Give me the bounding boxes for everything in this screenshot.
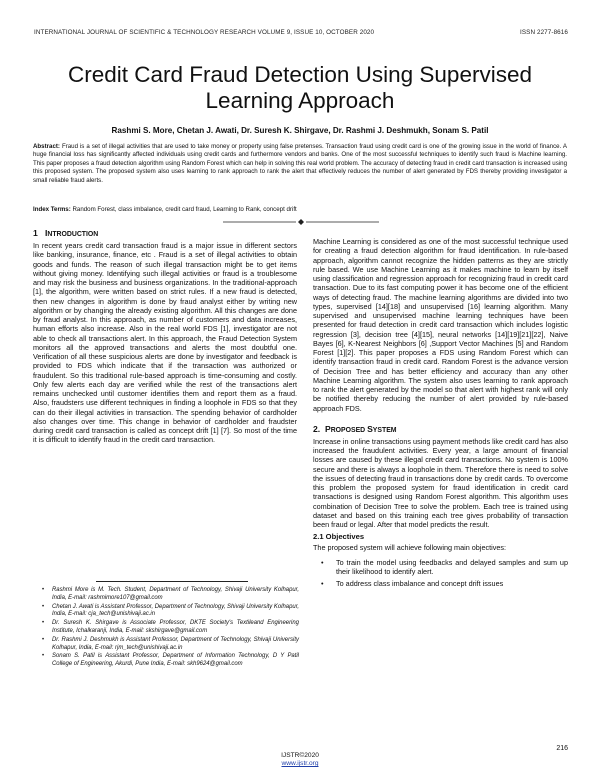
section-1-paragraph-continued: Machine Learning is considered as one of the most successful technique used for creating a fraud detection algorithm for fraud identification. In rule-based approach, algorithm cannot recognize the hidden patterns as they are strictly rule based. We use Machine Learning as it makes machine to learn by itself using classification and regression approach for recognizing fraud in credit card transaction. Due to its fast computing power it has become one of the efficient ways of detecting fraud. The machine learning algorithms are divided into two types, supervised [14][18] and unsupervised [16] learning algorithm. Many supervised and unsupervised machine learning techniques have been presented for fraud detection in credit card transaction which includes logistic regression [3], decision tree [4][15], neural networks [14][19][21][22], Naive Bayes [6], K-Nearest Neighbors [6] ,Support Vector Machines [5] and Random Forest [1][2]. This paper proposes a FDS using Random Forest which can identify transaction fraud in credit card. Random Forest is the advance version of Decision Tree and has better efficiency and accuracy than any other Machine Learning algorithm. The system also uses learning to rank approach to rank the alert generated by the model so that alert with highest rank will only be notified thereby reducing the number of alert provided by rule-based approach FDS. — [313, 237, 568, 413]
author-list: Rashmi S. More, Chetan J. Awati, Dr. Suresh K. Shirgave, Dr. Rashmi J. Deshmukh, Sonam S. Patil — [111, 126, 489, 135]
section-2-heading: 2. PROPOSED SYSTEM — [313, 423, 397, 434]
copyright-code: IJSTR©2020 — [281, 752, 319, 759]
objective-item: • To train the model using feedbacks and delayed samples and sum up their likelihood to identify alert. — [321, 557, 568, 576]
abstract-text: Fraud is a set of illegal activities that are used to take money or property using false pretenses. Transaction fraud using credit card is one of the growing issue in the world of finance. A huge financial loss has significantly affected individuals using credit cards and furthermore vendors and banks. One of the most successful techniques to identify such fraud is Machine learning. This paper proposes a fraud detection algorithm using Random Forest which can help in solving this real world problem. The accuracy of detecting fraud in credit card transaction is increased using this proposed system. The proposed system also uses learning to rank approach to rank the alert that effectively reduces the number of alert generated by FDS thereby providing investigator a small reliable fraud alerts. — [33, 143, 567, 184]
footnote-item: • Sonam S. Patil is Assistant Professor, Department of Information Technology, D Y Patil College of Engineering, Akurdi, Pune India, E-mail: skh9624@gmail.com — [42, 653, 299, 668]
journal-name: INTERNATIONAL JOURNAL OF SCIENTIFIC & TECHNOLOGY RESEARCH VOLUME 9, ISSUE 10, OCTOBER 2020 — [34, 29, 375, 36]
footnote-item: • Chetan J. Awati is Assistant Professor, Department of Technology, Shivaji University Kolhapur, India, E-mail: cja_tech@unishivaji.ac.in — [42, 603, 299, 618]
section-1-number: 1 — [33, 228, 38, 238]
footnote-item: • Dr. Rashmi J. Deshmukh is Assistant Professor, Department of Technology, Shivaji University Kolhapur, India, E-mail: rjm_tech@unishivaji.ac.in — [42, 636, 299, 651]
right-column — [313, 237, 568, 591]
index-terms — [33, 206, 567, 214]
issn: ISSN 2277-8616 — [520, 29, 568, 36]
page-number: 216 — [556, 745, 568, 752]
left-column — [33, 228, 297, 445]
footnote-item: • Rashmi More is M. Tech. Student, Department of Technology, Shivaji University Kolhapur, India, E-mail: rashmimore107@gmail.com — [42, 587, 299, 601]
abstract-label: Abstract: — [33, 143, 60, 150]
paper-title: Credit Card Fraud Detection Using Supervised Learning Approach — [68, 62, 532, 113]
section-2-paragraph: Increase in online transactions using payment methods like credit card has also increased the fraudulent activities. Every year, a large amount of financial losses are caused by these illegal credit card transactions. No system is 100% secure and there is always a loophole in them. Therefore there is need to solve the issues of detecting fraud in transactions done by credit cards. To overcome this problem the proposed system for fraud identification in credit card transactions is designed using Random Forest algorithm. This algorithm uses combination of Decision Tree to solve the problem. Each tree is trained using dataset and based on this training each tree gives probability of transaction been fraud or legal. After that model predicts the result. — [313, 436, 568, 529]
abstract — [33, 143, 567, 185]
running-header — [32, 29, 568, 41]
section-1-paragraph: In recent years credit card transaction fraud is a major issue in different sectors like banking, insurance, finance, etc . Fraud is a set of illegal activities to obtain goods and funds. The reason of such illegal transaction might be to get items without giving money. Identifying such illegal activities or fraud is a troublesome and may risk the business and business organizations. In the traditional-approach [1], the algorithm, were written based on strict rules. If a new fraud is detected, then new changes in algorithm is done by fraud analyst either by writing new algorithm or by changing the already existing algorithm. All this changes are done by fraud analyst. In this approach, as number of customers and data increases, human efforts also increase. Also in the real world FDS [1], investigator are not able to check all transactions alert. In this approach, the Fraud Detection System monitors all the approved transactions and alerts the most doubtful one. Verification of all these suspicious alerts are done by investigator and feedback is provided to FDS which indicate that if the transaction was authorized or fraudulent. So this traditional rule-based approach is time-consuming and costly. Only few alerts each day are verified while the rest of the transactions alert remains unchecked until customer identifies them and report them as a fraud. Also, fraudsters use different techniques in finding a loophole in FDS so that they can do their illegal activities in transaction. The spending behavior of cardholder also changes over time. This change in behavior of cardholder and fraudster during credit card transaction is called as concept drift [1] [7]. So most of the time it is difficult to identify fraud in the credit card transaction. — [33, 241, 297, 445]
subsection-2-1-heading: 2.1 Objectives — [313, 532, 365, 542]
section-1-heading: 1 INTRODUCTION — [33, 228, 99, 238]
footnote-item: • Dr. Suresh K. Shirgave is Associate Professor, DKTE Society's Textileand Engineering Institute, Ichalkaranji, India, E-mail: skshirgave@gmail.com — [42, 620, 299, 634]
footnote-rule — [96, 581, 248, 582]
objective-item: • To address class imbalance and concept drift issues — [321, 579, 504, 588]
page-footer — [0, 752, 600, 769]
author-footnotes — [42, 587, 299, 670]
journal-url-link[interactable]: www.ijstr.org — [281, 760, 319, 768]
index-terms-text: Random Forest, class imbalance, credit card fraud, Learning to Rank, concept drift — [72, 206, 297, 213]
subsection-2-1-intro: The proposed system will achieve following main objectives: — [313, 543, 507, 553]
section-divider — [223, 219, 379, 225]
objectives-list — [313, 558, 568, 589]
index-terms-label: Index Terms: — [33, 206, 71, 213]
